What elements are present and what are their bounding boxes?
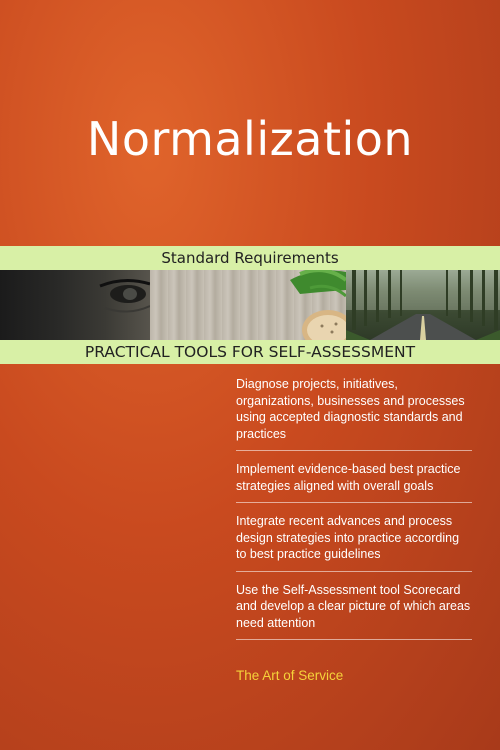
feature-item: Implement evidence-based best practice strategies aligned with overall goals [236,461,472,503]
feature-list [236,376,472,650]
photo-forest-road [346,270,500,340]
feature-item: Diagnose projects, initiatives, organizations, businesses and processes using accepted diagnostic standards and practices [236,376,472,451]
photo-strip [0,270,500,340]
photo-eye [0,270,150,340]
publisher-name: The Art of Service [236,668,344,683]
subtitle-band: Standard Requirements [0,246,500,270]
tagline-band: PRACTICAL TOOLS FOR SELF-ASSESSMENT [0,340,500,364]
cover-title: Normalization [86,112,414,166]
feature-item: Use the Self-Assessment tool Scorecard and develop a clear picture of which areas need attention [236,582,472,641]
feature-item: Integrate recent advances and process design strategies into practice according to best practice guidelines [236,513,472,572]
photo-wood-table [150,270,346,340]
